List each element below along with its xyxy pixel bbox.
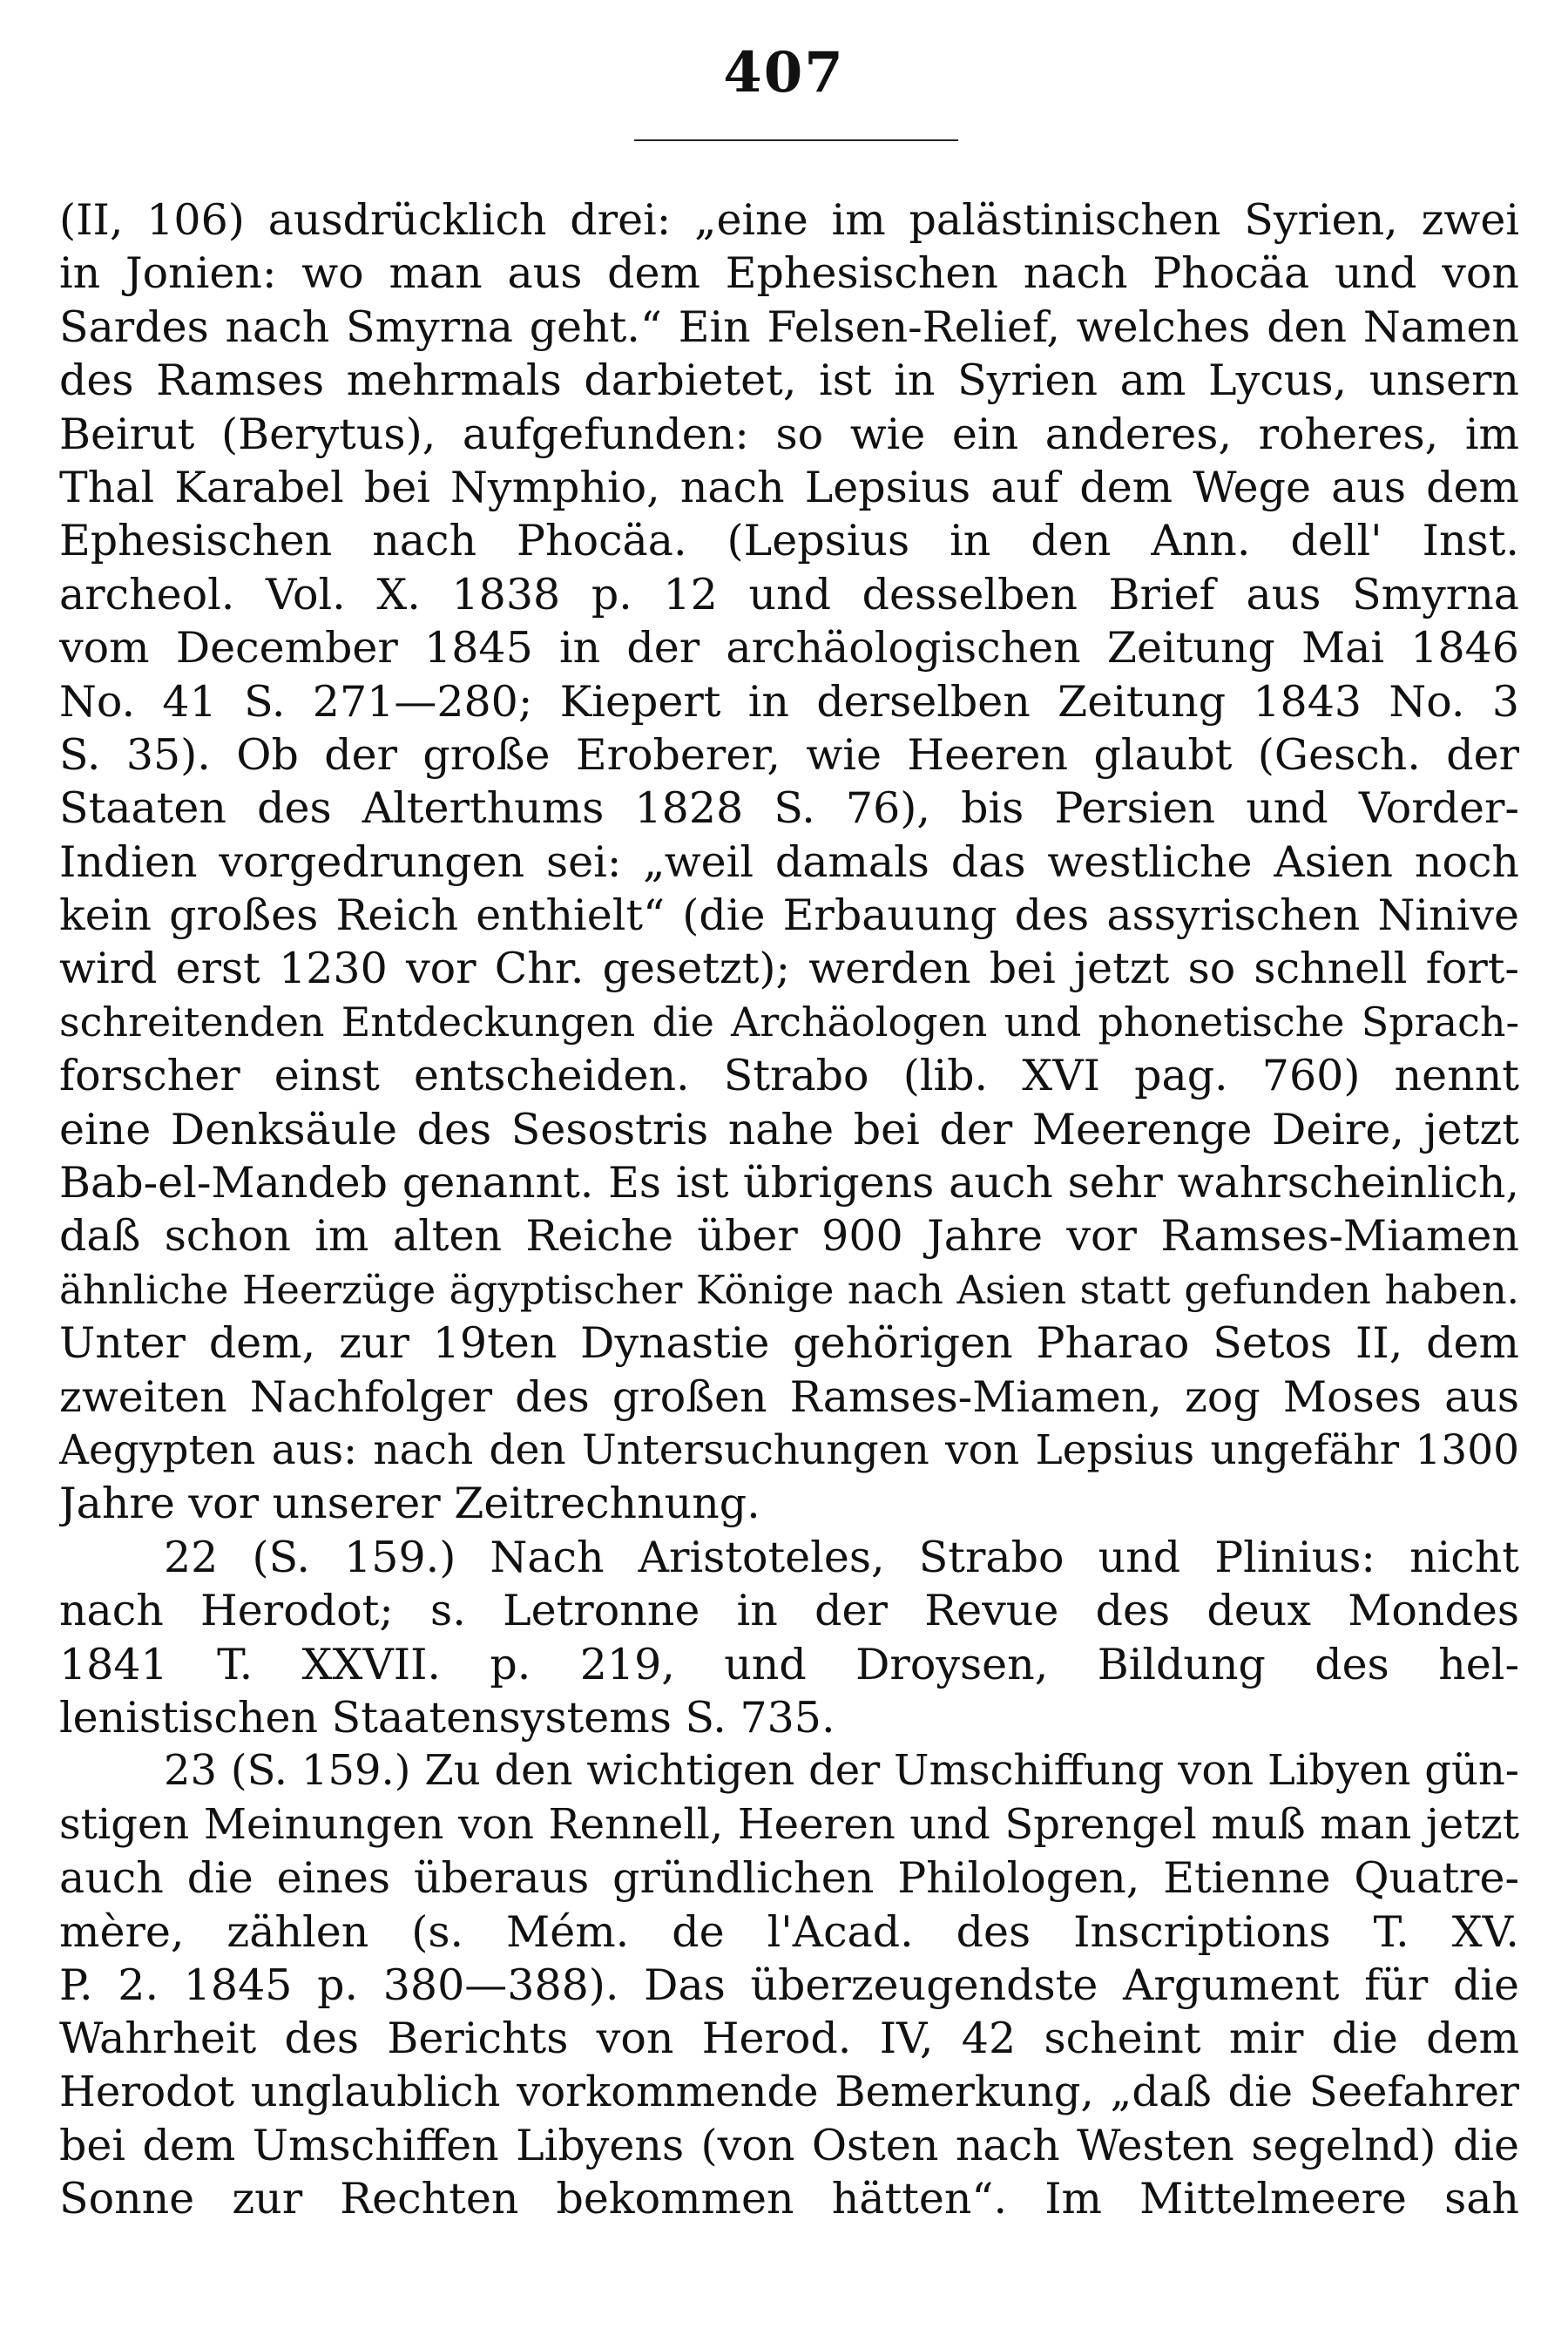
text-line: mère, zählen (s. Mém. de l'Acad. des Inscriptions T. XV.: [59, 1906, 1519, 1957]
header-rule: [634, 139, 958, 141]
text-line: auch die eines überaus gründlichen Philologen, Etienne Quatre-: [59, 1853, 1519, 1904]
text-line: bei dem Umschiffen Libyens (von Osten nach Westen segelnd) die: [59, 2121, 1519, 2171]
text-line: S. 35). Ob der große Eroberer, wie Heeren glaubt (Gesch. der: [59, 729, 1519, 780]
text-line: archeol. Vol. X. 1838 p. 12 und desselben Brief aus Smyrna: [59, 569, 1519, 619]
text-line: wird erst 1230 vor Chr. gesetzt); werden bei jetzt so schnell fort-: [59, 944, 1519, 994]
text-line: ähnliche Heerzüge ägyptischer Könige nach Asien statt gefunden haben.: [59, 1266, 1519, 1313]
text-line: Herodot unglaublich vorkommende Bemerkung, „daß die Seefahrer: [59, 2067, 1519, 2116]
text-line: 1841 T. XXVII. p. 219, und Droysen, Bildung des hel-: [59, 1639, 1519, 1689]
footnote-23-start: 23 (S. 159.) Zu den wichtigen der Umschiffung von Libyen gün-: [164, 1746, 1519, 1796]
text-line: Thal Karabel bei Nymphio, nach Lepsius auf dem Wege aus dem: [59, 462, 1519, 512]
text-line: Aegypten aus: nach den Untersuchungen von Lepsius ungefähr 1300: [59, 1425, 1519, 1474]
text-line: forscher einst entscheiden. Strabo (lib. XVI pag. 760) nennt: [59, 1051, 1519, 1101]
body-text: [59, 193, 1519, 2226]
text-line: vom December 1845 in der archäologischen Zeitung Mai 1846: [59, 623, 1519, 673]
text-line: Ephesischen nach Phocäa. (Lepsius in den Ann. dell' Inst.: [59, 516, 1519, 566]
page-number: 407: [723, 40, 845, 105]
text-line: (II, 106) ausdrücklich drei: „eine im palästinischen Syrien, zwei: [59, 195, 1519, 245]
text-line: lenistischen Staatensystems S. 735.: [59, 1692, 835, 1743]
text-line: Jahre vor unserer Zeitrechnung.: [59, 1479, 760, 1529]
text-line: Unter dem, zur 19ten Dynastie gehörigen Pharao Setos II, dem: [59, 1318, 1519, 1369]
text-line: Bab-el-Mandeb genannt. Es ist übrigens auch sehr wahrscheinlich,: [59, 1158, 1519, 1208]
text-line: daß schon im alten Reiche über 900 Jahre vor Ramses-Miamen: [59, 1211, 1519, 1262]
text-line: Sonne zur Rechten bekommen hätten“. Im Mittelmeere sah: [59, 2174, 1519, 2224]
text-line: kein großes Reich enthielt“ (die Erbauung des assyrischen Ninive: [59, 890, 1519, 941]
text-line: eine Denksäule des Sesostris nahe bei der Meerenge Deire, jetzt: [59, 1104, 1519, 1154]
text-line: des Ramses mehrmals darbietet, ist in Syrien am Lycus, unsern: [59, 355, 1519, 406]
footnote-22-start: 22 (S. 159.) Nach Aristoteles, Strabo und Plinius: nicht: [164, 1532, 1519, 1582]
text-line: Staaten des Alterthums 1828 S. 76), bis Persien und Vorder-: [59, 783, 1519, 834]
text-line: P. 2. 1845 p. 380—388). Das überzeugendste Argument für die: [59, 1960, 1519, 2010]
text-line: Indien vorgedrungen sei: „weil damals das westliche Asien noch: [59, 836, 1519, 887]
text-line: in Jonien: wo man aus dem Ephesischen nach Phocäa und von: [59, 248, 1519, 299]
text-line: Sardes nach Smyrna geht.“ Ein Felsen-Relief, welches den Namen: [59, 301, 1519, 352]
text-line: zweiten Nachfolger des großen Ramses-Miamen, zog Moses aus: [59, 1371, 1519, 1422]
text-line: No. 41 S. 271—280; Kiepert in derselben Zeitung 1843 No. 3: [59, 676, 1519, 727]
text-line: Wahrheit des Berichts von Herod. IV, 42 scheint mir die dem: [59, 2014, 1519, 2064]
text-line: schreitenden Entdeckungen die Archäologen und phonetische Sprach-: [59, 998, 1519, 1046]
text-line: nach Herodot; s. Letronne in der Revue des deux Mondes: [59, 1586, 1519, 1636]
text-line: stigen Meinungen von Rennell, Heeren und Sprengel muß man jetzt: [59, 1799, 1519, 1849]
text-line: Beirut (Berytus), aufgefunden: so wie ein anderes, roheres, im: [59, 409, 1519, 459]
